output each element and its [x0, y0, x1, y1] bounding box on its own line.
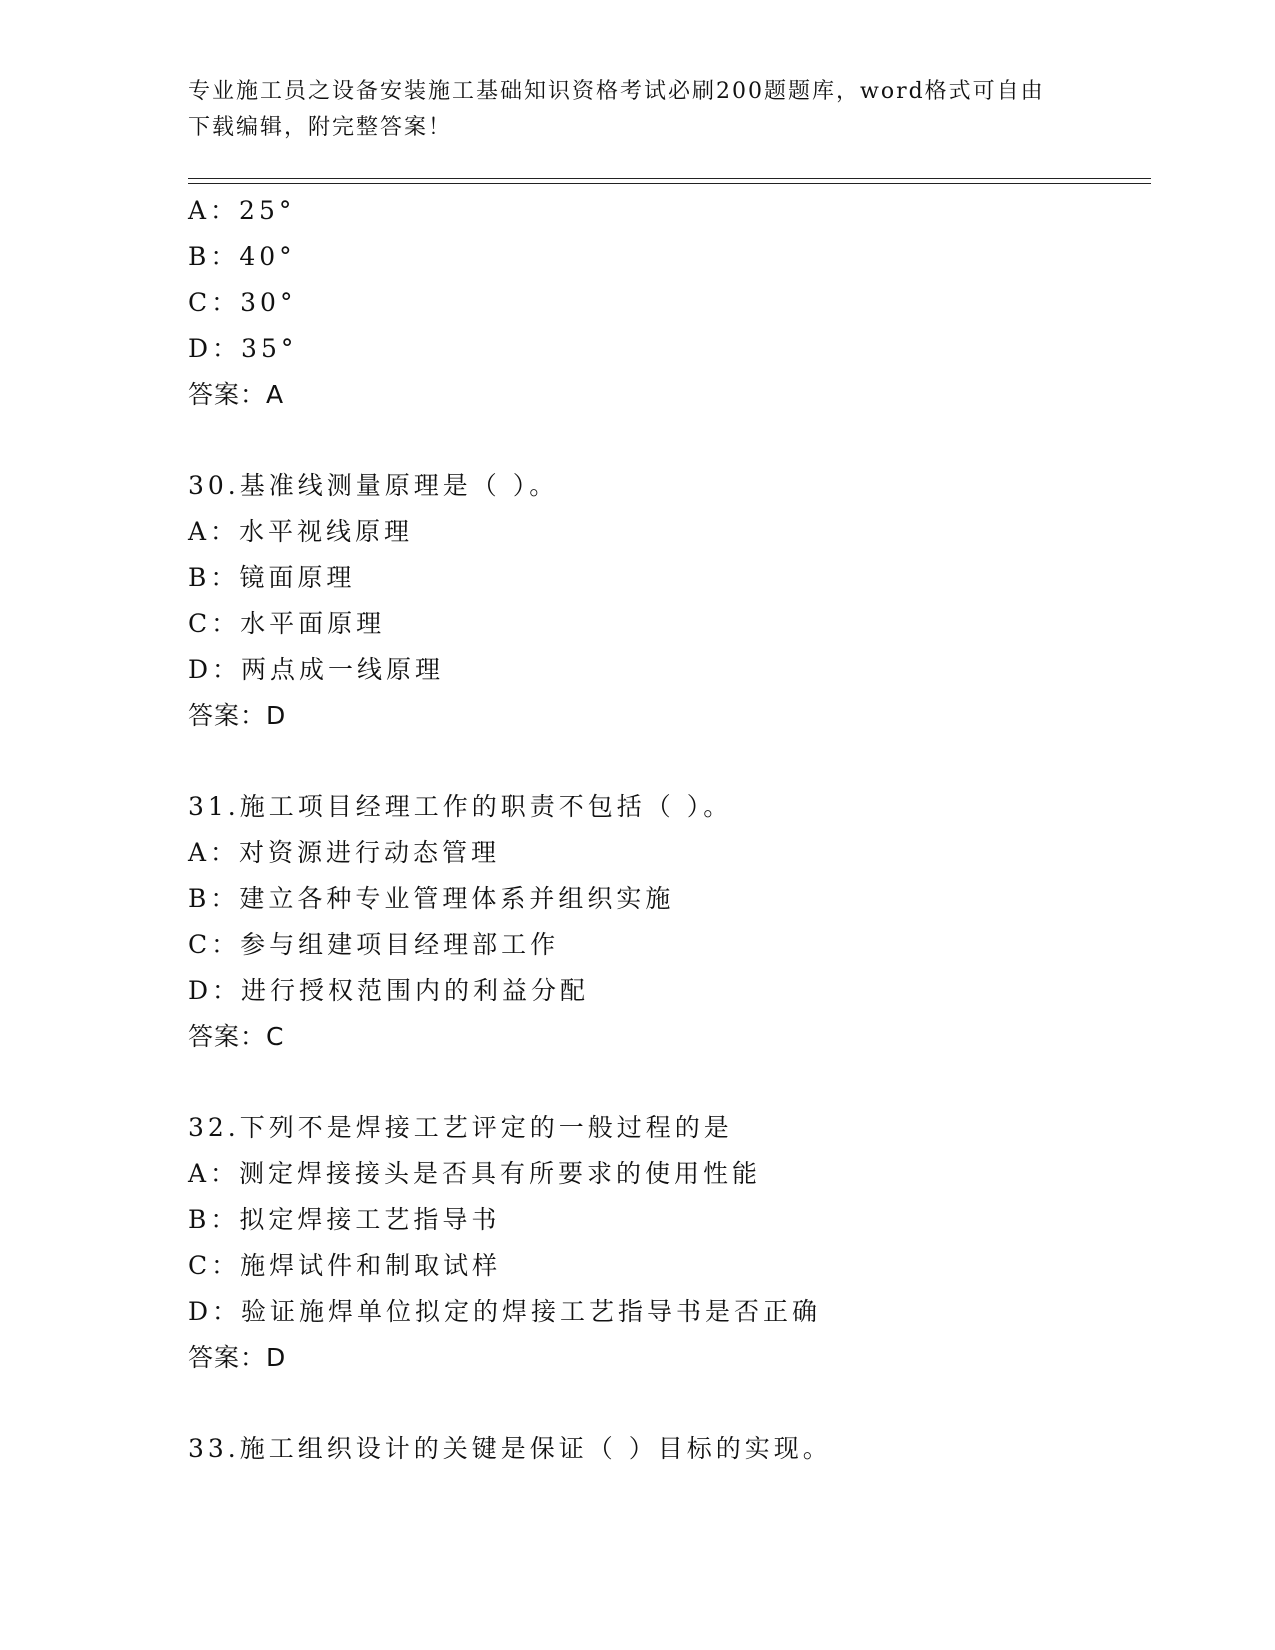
option-d: D：验证施焊单位拟定的焊接工艺指导书是否正确: [188, 1297, 822, 1326]
option-a: A：对资源进行动态管理: [188, 838, 501, 867]
option-b: B：拟定焊接工艺指导书: [188, 1205, 501, 1234]
option-a: A：水平视线原理: [188, 517, 414, 546]
option-b: B：镜面原理: [188, 563, 356, 592]
answer-line: 答案：C: [188, 1022, 285, 1051]
question-list: [188, 188, 1148, 1472]
option-c: C：参与组建项目经理部工作: [188, 930, 560, 959]
question-block-32: [188, 1105, 1148, 1381]
option-b: B：建立各种专业管理体系并组织实施: [188, 884, 675, 913]
previous-question-block: [188, 188, 1148, 418]
question-text: 32.下列不是焊接工艺评定的一般过程的是: [188, 1113, 733, 1142]
question-text: 33.施工组织设计的关键是保证（ ）目标的实现。: [188, 1434, 832, 1463]
question-block-33: [188, 1426, 1148, 1472]
header-line-1: 专业施工员之设备安装施工基础知识资格考试必刷200题题库，word格式可自由: [188, 79, 1045, 104]
question-block-30: [188, 463, 1148, 739]
header-line-2: 下载编辑，附完整答案！: [188, 115, 453, 140]
question-block-31: [188, 784, 1148, 1060]
option-a: A：测定焊接接头是否具有所要求的使用性能: [188, 1159, 762, 1188]
option-c: C：30°: [188, 288, 297, 317]
option-d: D：进行授权范围内的利益分配: [188, 976, 590, 1005]
header-divider-bottom: [188, 183, 1151, 184]
document-header: [188, 74, 1088, 146]
header-divider-top: [188, 178, 1151, 179]
answer-line: 答案：A: [188, 380, 285, 409]
option-a: A：25°: [188, 196, 296, 225]
option-d: D：35°: [188, 334, 298, 363]
option-c: C：水平面原理: [188, 609, 386, 638]
option-d: D：两点成一线原理: [188, 655, 445, 684]
answer-line: 答案：D: [188, 1343, 287, 1372]
question-text: 31.施工项目经理工作的职责不包括（ ）。: [188, 792, 733, 821]
answer-line: 答案：D: [188, 701, 287, 730]
option-b: B：40°: [188, 242, 296, 271]
option-c: C：施焊试件和制取试样: [188, 1251, 502, 1280]
question-text: 30.基准线测量原理是（ ）。: [188, 471, 559, 500]
